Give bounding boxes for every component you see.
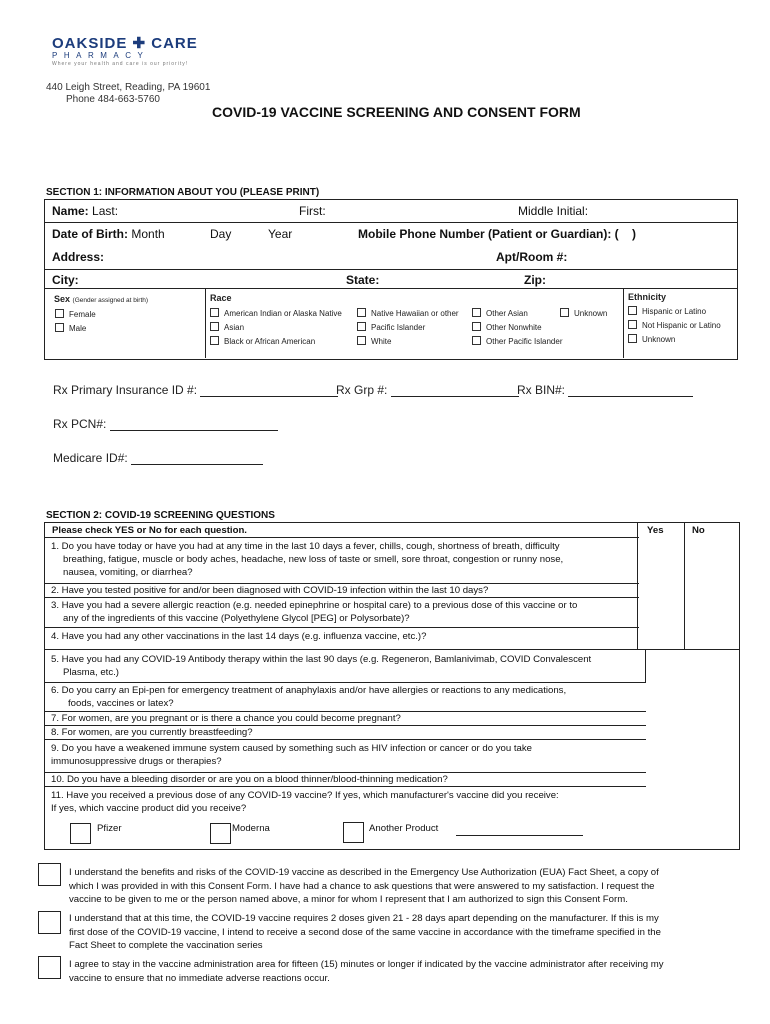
race-option[interactable]: Black or African American bbox=[210, 336, 315, 346]
divider bbox=[44, 682, 646, 683]
divider bbox=[44, 288, 737, 289]
checkbox[interactable] bbox=[210, 308, 219, 317]
checkbox[interactable] bbox=[210, 336, 219, 345]
question-6: 6. Do you carry an Epi-pen for emergency treatment of anaphylaxis and/or have allergies or reactions to any medications, foods, vaccines or latex? bbox=[51, 685, 567, 709]
apt-room-field[interactable]: Apt/Room #: bbox=[496, 250, 568, 264]
first-name-field[interactable]: First: bbox=[299, 204, 326, 218]
ethnicity-option[interactable]: Not Hispanic or Latino bbox=[628, 320, 721, 330]
state-field[interactable]: State: bbox=[346, 273, 380, 287]
section1-heading: SECTION 1: INFORMATION ABOUT YOU (PLEASE PRINT) bbox=[46, 187, 320, 198]
race-option[interactable]: White bbox=[357, 336, 391, 346]
race-option[interactable]: Asian bbox=[210, 322, 244, 332]
question-7: 7. For women, are you pregnant or is there a chance you could become pregnant? bbox=[51, 713, 401, 724]
consent-checkbox-2[interactable] bbox=[38, 911, 61, 934]
pharmacy-logo bbox=[52, 34, 198, 67]
consent-statement-1: I understand the benefits and risks of the COVID-19 vaccine as described in the Emergency Use Authorization (EUA) Fact Sheet, a copy of which I was provided in with this Consent Form. I have had a chance to ask questions that were answered to my satisfaction. I request the vaccine to be given to me or the person named above, a minor for whom I represent that I am authorized to sign this Consent Form. bbox=[69, 867, 659, 905]
race-option[interactable]: Pacific Islander bbox=[357, 322, 425, 332]
checkbox[interactable] bbox=[560, 308, 569, 317]
logo-subtitle: PHARMACY bbox=[52, 51, 150, 60]
input-line[interactable] bbox=[391, 384, 519, 397]
divider bbox=[44, 786, 646, 787]
race-option[interactable]: Other Nonwhite bbox=[472, 322, 542, 332]
sex-label: Sex bbox=[54, 294, 71, 304]
race-option[interactable]: Native Hawaiian or other bbox=[357, 308, 459, 318]
rx-grp-field[interactable]: Rx Grp #: bbox=[336, 383, 519, 397]
divider bbox=[44, 222, 737, 223]
another-product-label: Another Product bbox=[369, 823, 439, 834]
dob-label: Date of Birth: bbox=[52, 227, 128, 241]
city-field[interactable]: City: bbox=[52, 273, 79, 287]
consent-checkbox-3[interactable] bbox=[38, 956, 61, 979]
input-line[interactable] bbox=[131, 452, 263, 465]
consent-statement-2: I understand that at this time, the COVID-19 vaccine requires 2 doses given 21 - 28 days apart depending on the manufacturer. If this is my first dose of the COVID-19 vaccine, I intend to receive a second dose of the same vaccine in accordance with the timeframe specified in the Fact Sheet to complete the vaccination series bbox=[69, 913, 661, 951]
checkbox[interactable] bbox=[210, 322, 219, 331]
name-row bbox=[52, 204, 118, 218]
phone-line: Phone 484-663-5760 bbox=[66, 94, 160, 105]
checkbox[interactable] bbox=[357, 336, 366, 345]
race-option-unknown[interactable]: Unknown bbox=[560, 308, 607, 318]
ethnicity-label: Ethnicity bbox=[628, 292, 667, 302]
race-label: Race bbox=[210, 293, 232, 303]
ethnicity-option[interactable]: Unknown bbox=[628, 334, 675, 344]
sex-heading bbox=[54, 294, 148, 304]
checkbox[interactable] bbox=[55, 323, 64, 332]
dob-month-field[interactable]: Month bbox=[131, 227, 165, 241]
consent-statement-3: I agree to stay in the vaccine administration area for fifteen (15) minutes or longer if indicated by the vaccine administrator after receiving my vaccine to ensure that no immediate adverse reactions occur. bbox=[69, 959, 664, 984]
checkbox[interactable] bbox=[628, 334, 637, 343]
medicare-id-field[interactable]: Medicare ID#: bbox=[53, 451, 263, 465]
checkbox[interactable] bbox=[472, 336, 481, 345]
question-4: 4. Have you had any other vaccinations in the last 14 days (e.g. influenza vaccine, etc.)? bbox=[51, 631, 427, 642]
question-10: 10. Do you have a bleeding disorder or are you on a blood thinner/blood-thinning medication? bbox=[51, 774, 448, 785]
checkbox[interactable] bbox=[55, 309, 64, 318]
another-product-input[interactable] bbox=[456, 823, 583, 836]
divider bbox=[44, 537, 639, 538]
no-column-header: No bbox=[692, 525, 705, 536]
divider bbox=[44, 627, 639, 628]
ethnicity-option[interactable]: Hispanic or Latino bbox=[628, 306, 706, 316]
pfizer-checkbox[interactable] bbox=[70, 823, 91, 844]
dob-row bbox=[52, 227, 165, 241]
question-3: 3. Have you had a severe allergic reaction (e.g. needed epinephrine or hospital care) to a previous dose of this vaccine or to any of the ingredients of this vaccine (Polyethylene Glycol [PEG] or Polysorbate)? bbox=[51, 600, 578, 624]
divider bbox=[684, 522, 685, 649]
zip-field[interactable]: Zip: bbox=[524, 273, 546, 287]
another-product-checkbox[interactable] bbox=[343, 822, 364, 843]
name-label: Name: bbox=[52, 204, 89, 218]
divider bbox=[44, 269, 737, 270]
address-field[interactable]: Address: bbox=[52, 250, 105, 264]
logo-wordmark: OAKSIDE ✚ CARE bbox=[52, 35, 198, 52]
moderna-label: Moderna bbox=[232, 823, 270, 834]
input-line[interactable] bbox=[200, 384, 338, 397]
race-option[interactable]: Other Asian bbox=[472, 308, 528, 318]
divider bbox=[44, 649, 739, 650]
sex-note: (Gender assigned at birth) bbox=[72, 297, 149, 304]
checkbox[interactable] bbox=[357, 322, 366, 331]
input-line[interactable] bbox=[568, 384, 693, 397]
question-8: 8. For women, are you currently breastfeeding? bbox=[51, 727, 253, 738]
sex-option-male[interactable]: Male bbox=[55, 323, 86, 333]
rx-pcn-field[interactable]: Rx PCN#: bbox=[53, 417, 278, 431]
question-1: 1. Do you have today or have you had at any time in the last 10 days a fever, chills, cough, shortness of breath, difficulty breathing, fatigue, muscle or body aches, headache, new loss of taste or smell, sore throat, congestion or runny nose, nausea, vomiting, or diarrhea? bbox=[51, 541, 564, 578]
form-title: COVID-19 VACCINE SCREENING AND CONSENT FORM bbox=[212, 104, 581, 120]
middle-initial-field[interactable]: Middle Initial: bbox=[518, 204, 589, 218]
rx-primary-insurance-field[interactable]: Rx Primary Insurance ID #: bbox=[53, 383, 338, 397]
consent-checkbox-1[interactable] bbox=[38, 863, 61, 886]
race-option[interactable]: Other Pacific Islander bbox=[472, 336, 562, 346]
rx-bin-field[interactable]: Rx BIN#: bbox=[517, 383, 693, 397]
sex-option-female[interactable]: Female bbox=[55, 309, 96, 319]
pharmacy-address bbox=[46, 82, 210, 106]
divider bbox=[205, 288, 206, 358]
question-11: 11. Have you received a previous dose of any COVID-19 vaccine? If yes, which manufacturer's vaccine did you receive: If yes, which vaccine product did you receive? bbox=[51, 790, 559, 814]
divider bbox=[645, 649, 646, 682]
divider bbox=[44, 739, 646, 740]
divider bbox=[44, 597, 639, 598]
checkbox[interactable] bbox=[472, 308, 481, 317]
pfizer-label: Pfizer bbox=[97, 823, 122, 834]
last-name-field[interactable]: Last: bbox=[92, 204, 119, 218]
divider bbox=[637, 522, 638, 649]
dob-year-field[interactable]: Year bbox=[268, 227, 293, 241]
dob-day-field[interactable]: Day bbox=[210, 227, 232, 241]
question-2: 2. Have you tested positive for and/or been diagnosed with COVID-19 infection within the last 10 days? bbox=[51, 585, 489, 596]
divider bbox=[623, 288, 624, 358]
checkbox[interactable] bbox=[628, 320, 637, 329]
mobile-phone-field[interactable]: Mobile Phone Number (Patient or Guardian): ( bbox=[358, 227, 619, 241]
section2-heading: SECTION 2: COVID-19 SCREENING QUESTIONS bbox=[46, 510, 275, 521]
checkbox[interactable] bbox=[628, 306, 637, 315]
phone-paren: ) bbox=[632, 227, 636, 241]
input-line[interactable] bbox=[110, 418, 278, 431]
screening-instruction: Please check YES or No for each question. bbox=[52, 525, 247, 536]
race-option[interactable]: American Indian or Alaska Native bbox=[210, 308, 342, 318]
checkbox[interactable] bbox=[357, 308, 366, 317]
checkbox[interactable] bbox=[472, 322, 481, 331]
logo-tagline: Where your health and care is our priority! bbox=[52, 61, 189, 67]
question-9: 9. Do you have a weakened immune system caused by something such as HIV infection or cancer or do you take immunosuppressive drugs or therapies? bbox=[51, 743, 533, 767]
address-line: 440 Leigh Street, Reading, PA 19601 bbox=[46, 82, 211, 93]
yes-column-header: Yes bbox=[647, 525, 664, 536]
question-5: 5. Have you had any COVID-19 Antibody therapy within the last 90 days (e.g. Regeneron, Bamlanivimab, COVID Convalescent Plasma, etc.) bbox=[51, 654, 592, 678]
moderna-checkbox[interactable] bbox=[210, 823, 231, 844]
